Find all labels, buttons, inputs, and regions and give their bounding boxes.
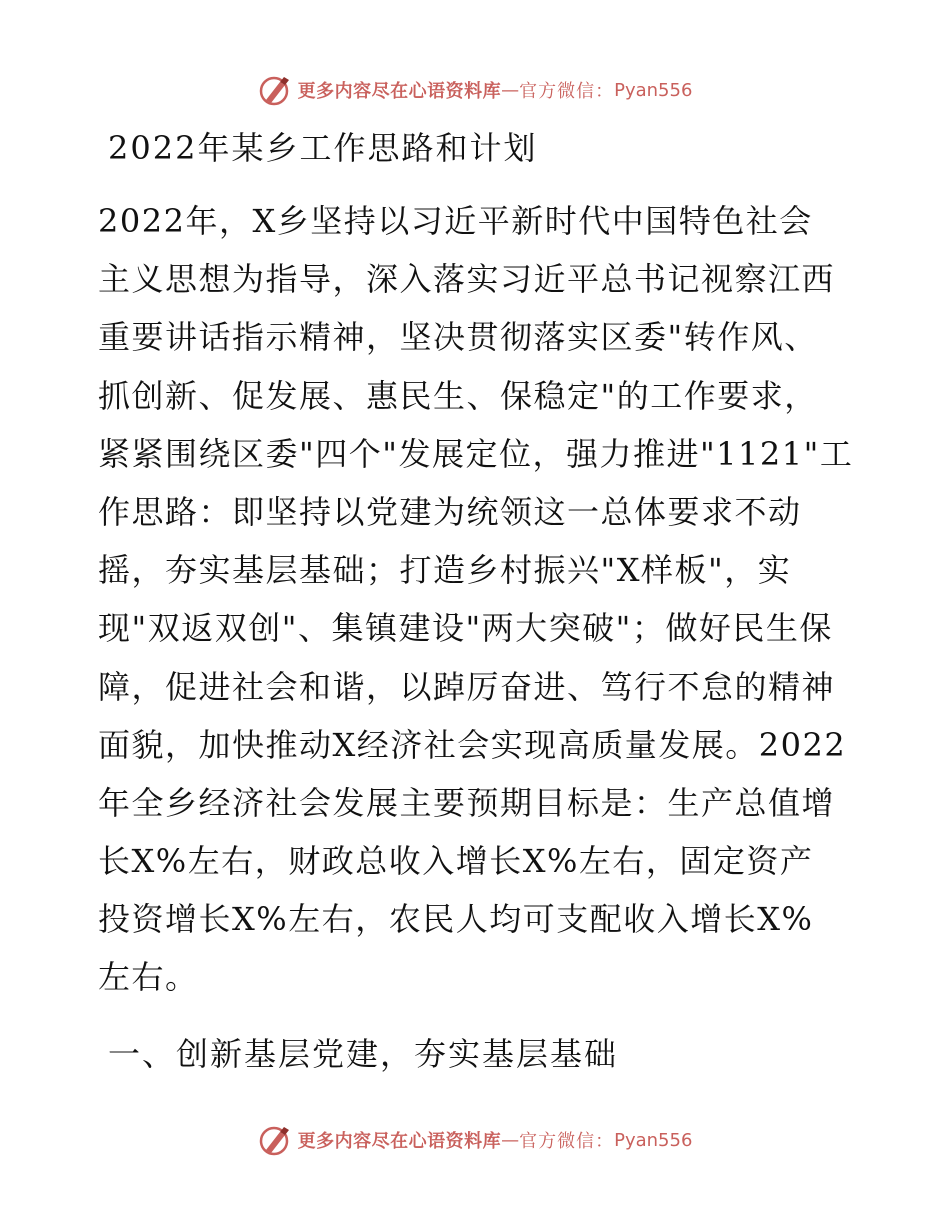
watermark-wechat-label: 官方微信： [519,1131,615,1152]
pen-logo-icon [258,73,292,107]
section-heading: 一、创新基层党建，夯实基层基础 [108,1035,619,1073]
watermark-brand: 更多内容尽在心语资料库 [297,81,502,102]
body-line: 抓创新、促发展、惠民生、保稳定"的工作要求， [98,376,818,415]
body-line: 作思路：即坚持以党建为统领这一总体要求不动 [98,492,802,531]
document-title: 2022年某乡工作思路和计划 [108,129,538,167]
body-line: 重要讲话指示精神，坚决贯彻落实区委"转作风、 [98,318,818,357]
body-line: 现"双返双创"、集镇建设"两大突破"；做好民生保 [98,609,833,648]
watermark-wechat-id: Pyan556 [614,1129,693,1151]
body-line: 障，促进社会和谐，以踔厉奋进、笃行不怠的精神 [98,667,836,706]
pen-logo-icon [258,1123,292,1157]
watermark-header [0,70,950,110]
watermark-wechat-id: Pyan556 [614,79,693,101]
body-line: 投资增长X%左右，农民人均可支配收入增长X% [98,900,814,939]
document-body-paragraph [98,192,858,1007]
body-line: 紧紧围绕区委"四个"发展定位，强力推进"1121"工 [98,434,854,473]
body-line: 面貌，加快推动X经济社会实现高质量发展。2022 [98,725,847,764]
watermark-brand: 更多内容尽在心语资料库 [297,1131,502,1152]
body-line: 左右。 [98,958,199,997]
body-line: 年全乡经济社会发展主要预期目标是：生产总值增 [98,783,836,822]
body-line: 2022年，X乡坚持以习近平新时代中国特色社会 [98,202,813,240]
watermark-footer [0,1120,950,1160]
watermark-dash: — [501,1129,520,1151]
watermark-wechat-label: 官方微信： [519,81,615,102]
body-line: 长X%左右，财政总收入增长X%左右，固定资产 [98,842,814,881]
body-line: 摇，夯实基层基础；打造乡村振兴"X样板"，实 [98,551,792,590]
watermark-dash: — [501,79,520,101]
body-line: 主义思想为指导，深入落实习近平总书记视察江西 [98,260,836,299]
